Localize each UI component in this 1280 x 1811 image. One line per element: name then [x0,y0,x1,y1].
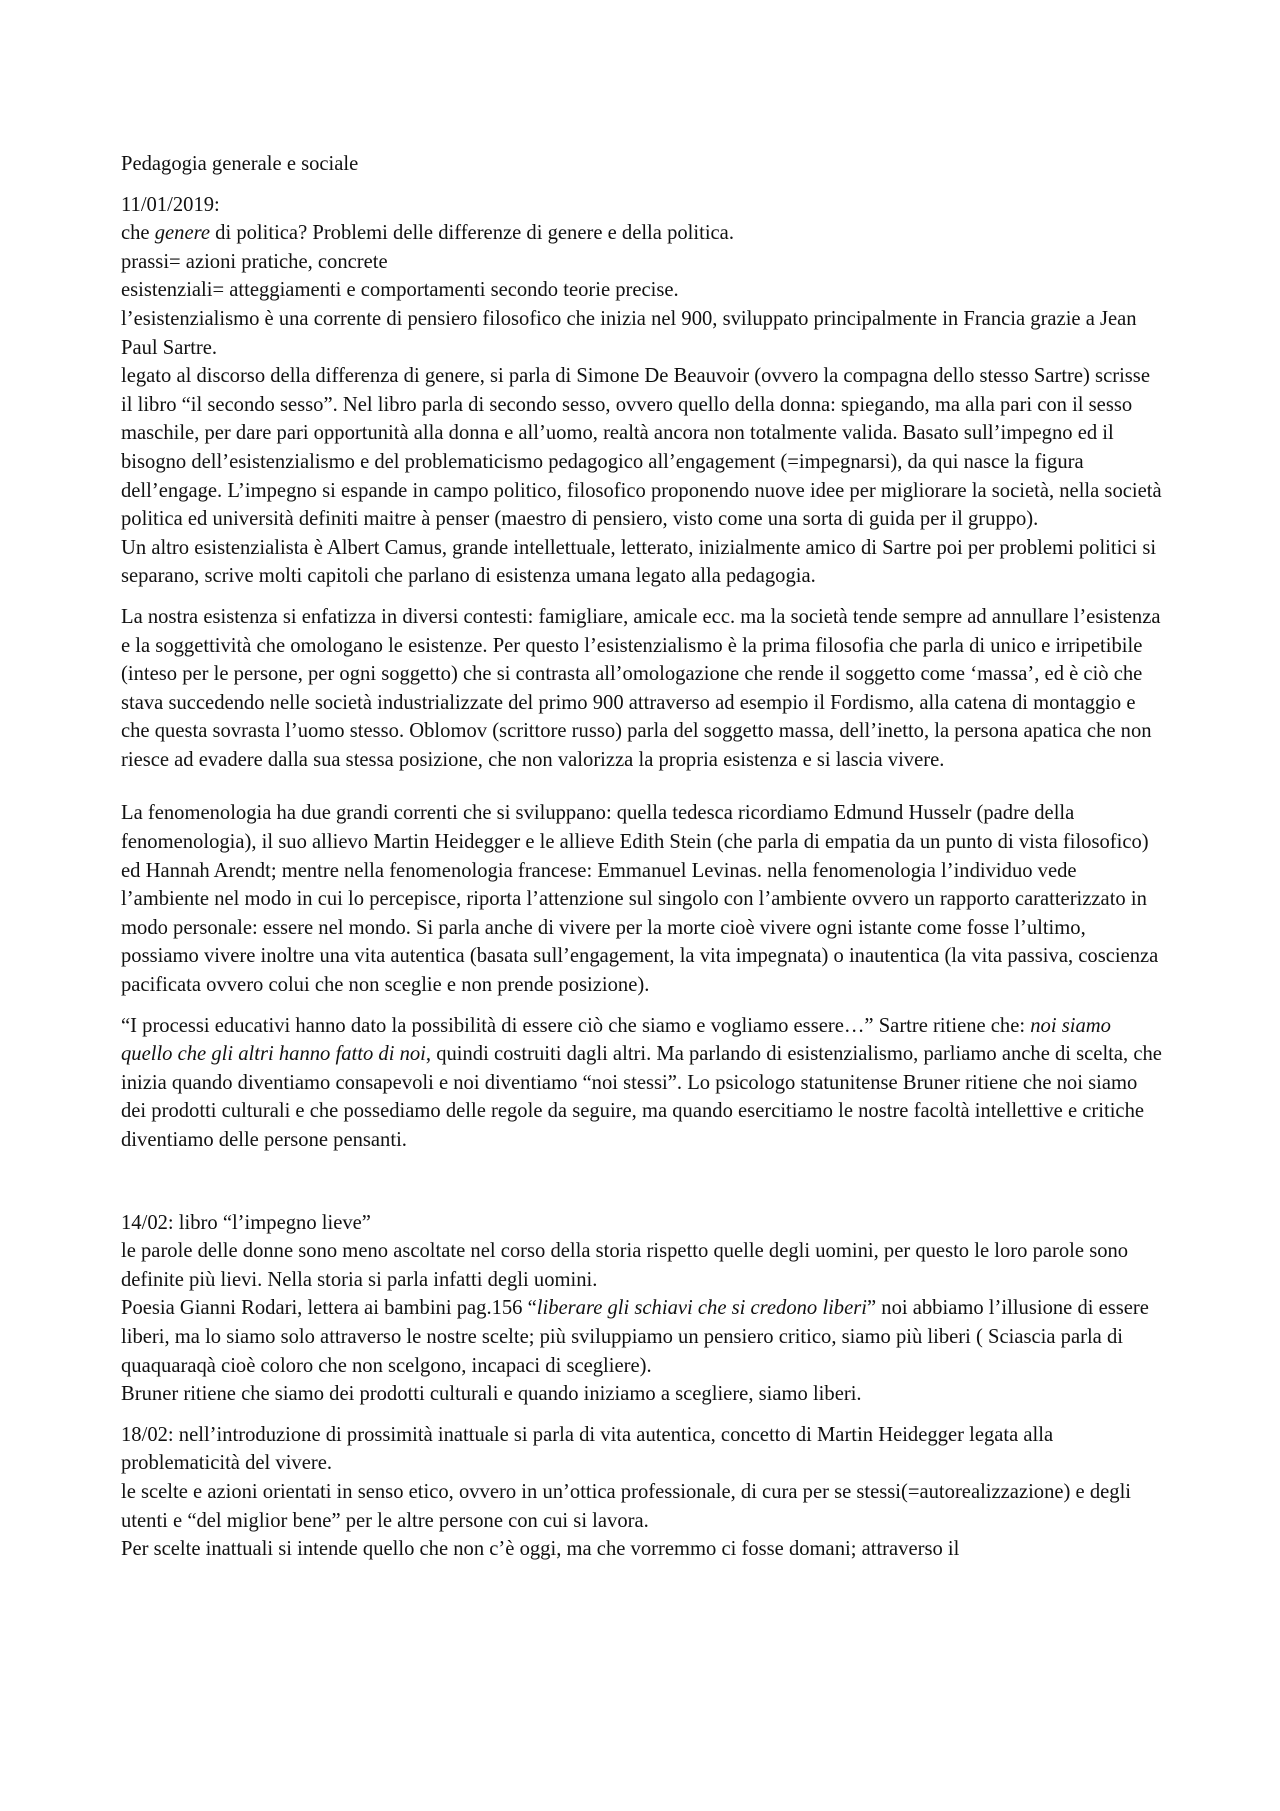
section-11-01 [121,191,1166,591]
text-run: Poesia Gianni Rodari, lettera ai bambini pag.156 “ [121,1297,537,1320]
text-run: ” noi abbiamo l’illusione di essere liberi, ma lo siamo solo attraverso le nostre scelte; più sviluppiamo un pensiero critico, siamo più liberi ( Sciascia parla di quaquaraqà cioè coloro che non scelgono, incapaci di scegliere). [121,1297,1149,1377]
paragraph: La nostra esistenza si enfatizza in diversi contesti: famigliare, amicale ecc. ma la società tende sempre ad annullare l’esistenza e la soggettività che omologano le esistenze. Per questo l’esistenzialismo è la prima filosofia che parla di unico e irripetibile (inteso per le persone, per ogni soggetto) che si contrasta all’omologazione che rende il soggetto come ‘massa’, ed è ciò che stava succedendo nelle società industrializzate del primo 900 attraverso ad esempio il Fordismo, alla catena di montaggio e che questa sovrasta l’uomo stesso. Oblomov (scrittore russo) parla del soggetto massa, dell’inetto, la persona apatica che non riesce ad evadere dalla sua stessa posizione, che non valorizza la propria esistenza e si lascia vivere. [121,605,1161,771]
paragraph: Bruner ritiene che siamo dei prodotti culturali e quando iniziamo a scegliere, siamo liberi. [121,1383,862,1406]
text-run: “I processi educativi hanno dato la possibilità di essere ciò che siamo e vogliamo essere…” Sartre ritiene che: [121,1014,1031,1037]
text-run: , quindi costruiti dagli altri. Ma parlando di esistenzialismo, parliamo anche di scelta, che inizia quando diventiamo consapevoli e noi diventiamo “noi stessi”. Lo psicologo statunitense Bruner ritiene che noi siamo dei prodotti culturali e che possediamo delle regole da seguire, ma quando esercitiamo le nostre facoltà intellettive e critiche diventiamo delle persone pensanti. [121,1043,1162,1151]
paragraph: le parole delle donne sono meno ascoltate nel corso della storia rispetto quelle degli uomini, per questo le loro parole sono definite più lievi. Nella storia si parla infatti degli uomini. [121,1240,1129,1291]
paragraph-line: esistenziali= atteggiamenti e comportamenti secondo teorie precise. [121,279,679,302]
section-18-02 [121,1421,1166,1564]
paragraph-line [121,219,1166,248]
document-title: Pedagogia generale e sociale [121,153,359,175]
paragraph: Per scelte inattuali si intende quello che non c’è oggi, ma che vorremmo ci fosse domani; attraverso il [121,1538,960,1561]
text-run: che [121,222,155,245]
paragraph: legato al discorso della differenza di genere, si parla di Simone De Beauvoir (ovvero la compagna dello stesso Sartre) scrisse il libro “il secondo sesso”. Nel libro parla di secondo sesso, ovvero quello della donna: spiegando, ma alla pari con il sesso maschile, per dare pari opportunità alla donna e all’uomo, realtà ancora non totalmente valida. Basato sull’impegno ed il bisogno dell’esistenzialismo e del problematicismo pedagogico all’engagement (=impegnarsi), da qui nasce la figura dell’engage. L’impegno si espande in campo politico, filosofico proponendo nuove idee per migliorare la società, nella società politica ed università definiti maitre à penser (maestro di pensiero, visto come una sorta di guida per il gruppo). [121,365,1162,531]
paragraph: La fenomenologia ha due grandi correnti che si sviluppano: quella tedesca ricordiamo Edmund Husselr (padre della fenomenologia), il suo allievo Martin Heidegger e le allieve Edith Stein (che parla di empatia da un punto di vista filosofico) ed Hannah Arendt; mentre nella fenomenologia francese: Emmanuel Levinas. nella fenomenologia l’individuo vede l’ambiente nel modo in cui lo percepisce, riporta l’attenzione sul singolo con l’ambiente ovvero un rapporto caratterizzato in modo personale: essere nel mondo. Si parla anche di vivere per la morte cioè vivere ogni istante come fosse l’ultimo, possiamo vivere inoltre una vita autentica (basata sull’engagement, la vita impegnata) o inautentica (la vita passiva, coscienza pacificata ovvero colui che non sceglie e non prende posizione). [121,802,1159,997]
paragraph: 18/02: nell’introduzione di prossimità inattuale si parla di vita autentica, concetto di Martin Heidegger legata alla problematicità del vivere. [121,1423,1054,1475]
paragraph: Un altro esistenzialista è Albert Camus, grande intellettuale, letterato, inizialmente amico di Sartre poi per problemi politici si separano, scrive molti capitoli che parlano di esistenza umana legato alla pedagogia. [121,536,1157,588]
date-heading: 14/02: libro “l’impegno lieve” [121,1211,371,1234]
italic-term: genere [154,222,210,245]
section-14-02 [121,1209,1166,1409]
paragraph-line: prassi= azioni pratiche, concrete [121,250,388,273]
paragraph: le scelte e azioni orientati in senso etico, ovvero in un’ottica professionale, di cura per se stessi(=autorealizzazione) e degli utenti e “del miglior bene” per le altre persone con cui si lavora. [121,1480,1132,1532]
italic-quote: liberare gli schiavi che si credono liberi [536,1297,867,1320]
paragraph [121,1012,1166,1155]
text-run: di politica? Problemi delle differenze di genere e della politica. [210,222,734,245]
date-heading: 11/01/2019: [121,193,220,216]
paragraph: l’esistenzialismo è una corrente di pensiero filosofico che inizia nel 900, sviluppato principalmente in Francia grazie a Jean Paul Sartre. [121,307,1137,359]
paragraph [121,1294,1166,1380]
italic-quote: noi siamo quello che gli altri hanno fatto di noi [121,1014,1111,1066]
document-page [121,150,1166,1564]
